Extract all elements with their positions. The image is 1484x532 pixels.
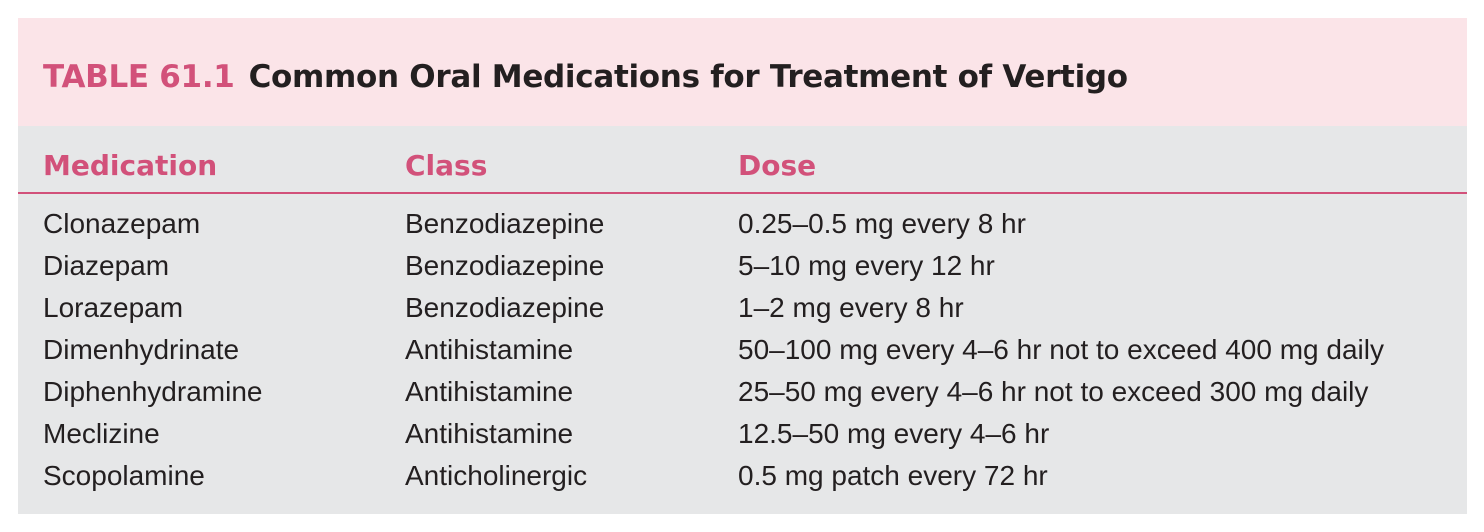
table-title-band — [18, 18, 1467, 126]
table-row — [18, 290, 1467, 332]
medication-table — [18, 18, 1467, 514]
table-header-row — [18, 126, 1467, 192]
header-divider — [18, 192, 1467, 194]
class-cell: Antihistamine — [405, 376, 574, 407]
dose-cell: 50–100 mg every 4–6 hr not to exceed 400 mg daily — [738, 334, 1384, 365]
class-cell: Benzodiazepine — [405, 208, 605, 239]
dose-cell: 0.5 mg patch every 72 hr — [738, 460, 1048, 491]
class-cell: Anticholinergic — [405, 460, 588, 491]
table-row — [18, 332, 1467, 374]
table-number-label: TABLE 61.1 — [43, 59, 235, 95]
medication-cell: Dimenhydrinate — [43, 334, 240, 365]
dose-cell: 25–50 mg every 4–6 hr not to exceed 300 mg daily — [738, 376, 1369, 407]
medication-cell: Clonazepam — [43, 208, 201, 239]
table-row — [18, 374, 1467, 416]
table-title — [43, 57, 1128, 97]
table-title-text: Common Oral Medications for Treatment of Vertigo — [248, 59, 1128, 95]
column-header-class: Class — [405, 149, 488, 182]
medication-cell: Scopolamine — [43, 460, 205, 491]
dose-cell: 5–10 mg every 12 hr — [738, 250, 995, 281]
table-row — [18, 206, 1467, 248]
column-header-dose: Dose — [738, 149, 817, 182]
medication-cell: Diazepam — [43, 250, 170, 281]
table-body-band — [18, 126, 1467, 514]
class-cell: Antihistamine — [405, 418, 574, 449]
table-row — [18, 416, 1467, 458]
dose-cell: 1–2 mg every 8 hr — [738, 292, 964, 323]
dose-cell: 0.25–0.5 mg every 8 hr — [738, 208, 1026, 239]
medication-cell: Lorazepam — [43, 292, 184, 323]
table-row — [18, 248, 1467, 290]
class-cell: Benzodiazepine — [405, 250, 605, 281]
class-cell: Benzodiazepine — [405, 292, 605, 323]
dose-cell: 12.5–50 mg every 4–6 hr — [738, 418, 1050, 449]
medication-cell: Meclizine — [43, 418, 160, 449]
column-header-medication: Medication — [43, 149, 218, 182]
table-rows — [18, 206, 1467, 500]
medication-cell: Diphenhydramine — [43, 376, 263, 407]
class-cell: Antihistamine — [405, 334, 574, 365]
table-row — [18, 458, 1467, 500]
